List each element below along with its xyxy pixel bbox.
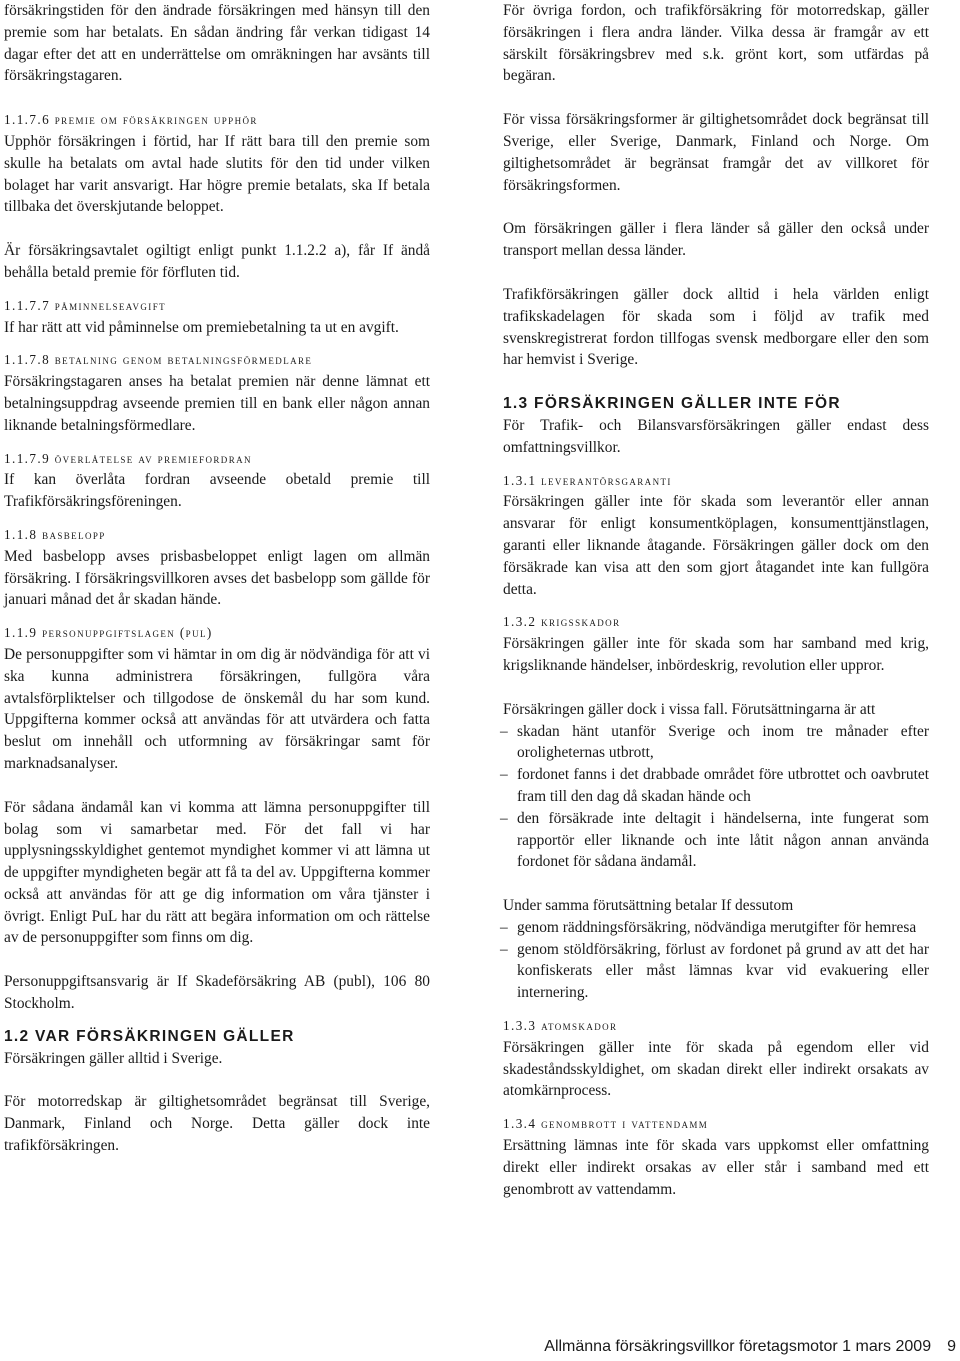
paragraph: If har rätt att vid påminnelse om premiebetalning ta ut en avgift. (4, 318, 399, 336)
dash-marker: – (500, 940, 508, 958)
paragraph: Försäkringen gäller inte för skada som har samband med krig, krigsliknande händelser, inbördeskrig, revolution eller uppror. (503, 635, 929, 674)
paragraph: Försäkringen gäller inte för skada som leverantör eller annan ansvarar för enligt konsumentköplagen, konsumenttjänstlagen, garanti eller liknande åtagande. Försäkringen gäller dock om den försäkrade kan visa att den som gjort åtagandet inte kan fullgöra detta. (503, 493, 929, 598)
paragraph: Personuppgiftsansvarig är If Skadeförsäkring AB (publ), 106 80 Stockholm. (4, 973, 430, 1013)
section-heading: 1.3.4 genombrott i vattendamm (503, 1116, 709, 1132)
list-item: – den försäkrade inte deltagit i händelserna, inte fungerat som rapportör eller liknande och inte låtit någon annan använda fordonet för sådana ändamål. (500, 809, 929, 871)
paragraph: För övriga fordon, och trafikförsäkring för motorredskap, gäller försäkringen i flera andra länder. Vilka dessa är framgår av ett särskilt försäkringsbrev med s.k. grönt kort, som utfärdas på begäran. (503, 2, 929, 85)
section-heading: 1.1.8 basbelopp (4, 526, 106, 542)
page-footer (544, 1338, 956, 1356)
paragraph: För vissa försäkringsformer är giltighetsområdet dock begränsat till Sverige, eller Sverige, Danmark, Finland och Norge. Om giltighetsområdet är begränsat framgår det av villkoret för försäkringsformen. (503, 111, 929, 194)
conditions-list (500, 721, 929, 874)
paragraph: Är försäkringsavtalet ogiltigt enligt punkt 1.1.2.2 a), får If ändå behålla betald premie för förfluten tid. (4, 242, 430, 281)
dash-marker: – (500, 766, 508, 784)
list-item: – genom räddningsförsäkring, nödvändiga merutgifter för hemresa (503, 917, 929, 939)
dash-marker: – (500, 809, 508, 827)
left-column (4, 0, 430, 1157)
paragraph: Trafikförsäkringen gäller dock alltid i hela världen enligt trafikskadelagen för skada som i följd av trafik med svenskregistrerat fordon tillfogas svensk medborgare eller den som har hemvist i Sverige. (503, 285, 929, 369)
paragraph: Ersättning lämnas inte för skada vars uppkomst eller omfattning direkt eller indirekt orsakas av eller står i samband med ett genombrott av vattendamm. (503, 1137, 929, 1198)
intro-paragraph: försäkringstiden för den ändrade försäkringen med hänsyn till den premie som har betalats. En sådan ändring får verkan tidigast 14 dagar efter det att en underrättelse om omräkningen har avsänts till försäkringstagaren. (4, 2, 430, 85)
list-item: – skadan hänt utanför Sverige och inom tre månader efter oroligheternas utbrott, (500, 722, 929, 762)
dash-marker: – (500, 918, 508, 936)
paragraph: If kan överlåta fordran avseende obetald premie till Trafikförsäkringsföreningen. (4, 471, 430, 511)
paragraph: Med basbelopp avses prisbasbeloppet enligt lagen om allmän försäkring. I försäkringsvillkoren avses det basbelopp som gällde för januari månad det år skadan hände. (4, 547, 430, 609)
section-heading: 1.1.7.8 betalning genom betalningsförmedlare (4, 352, 313, 368)
paragraph: För motorredskap är giltighetsområdet begränsat till Sverige, Danmark, Finland och Norge. Detta gäller dock inte trafikförsäkringen. (4, 1093, 430, 1155)
section-heading: 1.3.2 krigsskador (503, 614, 621, 630)
section-heading: 1.3.1 leverantörsgaranti (503, 472, 672, 488)
section-heading: 1.1.7.6 premie om försäkringen upphör (4, 112, 258, 128)
section-heading: 1.1.7.7 påminnelseavgift (4, 297, 167, 313)
paragraph: Försäkringstagaren anses ha betalat premien när denne lämnat ett betalningsuppdrag avseende premien till en bank eller någon annan liknande betalningsförmedlare. (4, 373, 430, 434)
page-number: 9 (947, 1338, 956, 1355)
paragraph: För sådana ändamål kan vi komma att lämna personuppgifter till bolag som vi samarbetar med. För det fall vi har upplysningsskyldighet gentemot myndighet kommer vi att lämna ut de uppgifter myndigheten begär att få ta del av. Uppgifterna kommer också att användas för att ge dig information om våra tjänster i övrigt. Enligt PuL har du rätt att begära information om och rättelse av de personuppgifter som finns om dig. (4, 798, 430, 947)
paragraph: De personuppgifter som vi hämtar in om dig är nödvändiga för att vi ska kunna administrera försäkringen, fullgöra våra avtalsförpliktelser och tillgodose de önskemål du har som kund. Uppgifterna kommer också att användas för att utvärdera och fatta beslut om innehåll och utformning av försäkringar samt för marknadsanalyser. (4, 645, 430, 772)
paragraph: Försäkringen gäller alltid i Sverige. (4, 1049, 223, 1067)
paragraph: Försäkringen gäller inte för skada på egendom eller vid skadeståndsskyldighet, om skadan direkt eller indirekt orsakats av atomkärnprocess. (503, 1038, 929, 1100)
section-heading: 1.3.3 atomskador (503, 1018, 618, 1034)
payments-list (500, 917, 929, 1004)
section-heading: 1.1.7.9 överlåtelse av premiefordran (4, 450, 252, 466)
paragraph: Under samma förutsättning betalar If dessutom (503, 897, 794, 915)
paragraph: Försäkringen gäller dock i vissa fall. Förutsättningarna är att (503, 700, 876, 718)
paragraph: Om försäkringen gäller i flera länder så gäller den också under transport mellan dessa länder. (503, 220, 929, 260)
list-item: – genom stöldförsäkring, förlust av fordonet på grund av att det har konfiskerats eller måst lämnas kvar vid evakuering eller internering. (500, 940, 929, 1002)
section-heading: 1.1.9 personuppgiftslagen (pul) (4, 625, 213, 641)
footer-title: Allmänna försäkringsvillkor företagsmotor 1 mars 2009 (544, 1338, 932, 1355)
section-heading-major: 1.3 FÖRSÄKRINGEN GÄLLER INTE FÖR (503, 395, 841, 413)
right-column (500, 0, 929, 1200)
section-heading-major: 1.2 VAR FÖRSÄKRINGEN GÄLLER (4, 1027, 295, 1045)
dash-marker: – (500, 722, 508, 740)
list-item: – fordonet fanns i det drabbade området före utbrottet och oavbrutet fram till den dag då skadan hände och (500, 766, 929, 805)
paragraph: Upphör försäkringen i förtid, har If rätt bara till den premie som skulle ha betalats om avtal hade slutits för den tid under vilken bolaget har varit ansvarigt. Har högre premie betalats, ska If betala tillbaka det överskjutande beloppet. (4, 132, 430, 216)
paragraph: För Trafik- och Bilansvarsförsäkringen gäller endast dess omfattningsvillkor. (503, 416, 929, 456)
